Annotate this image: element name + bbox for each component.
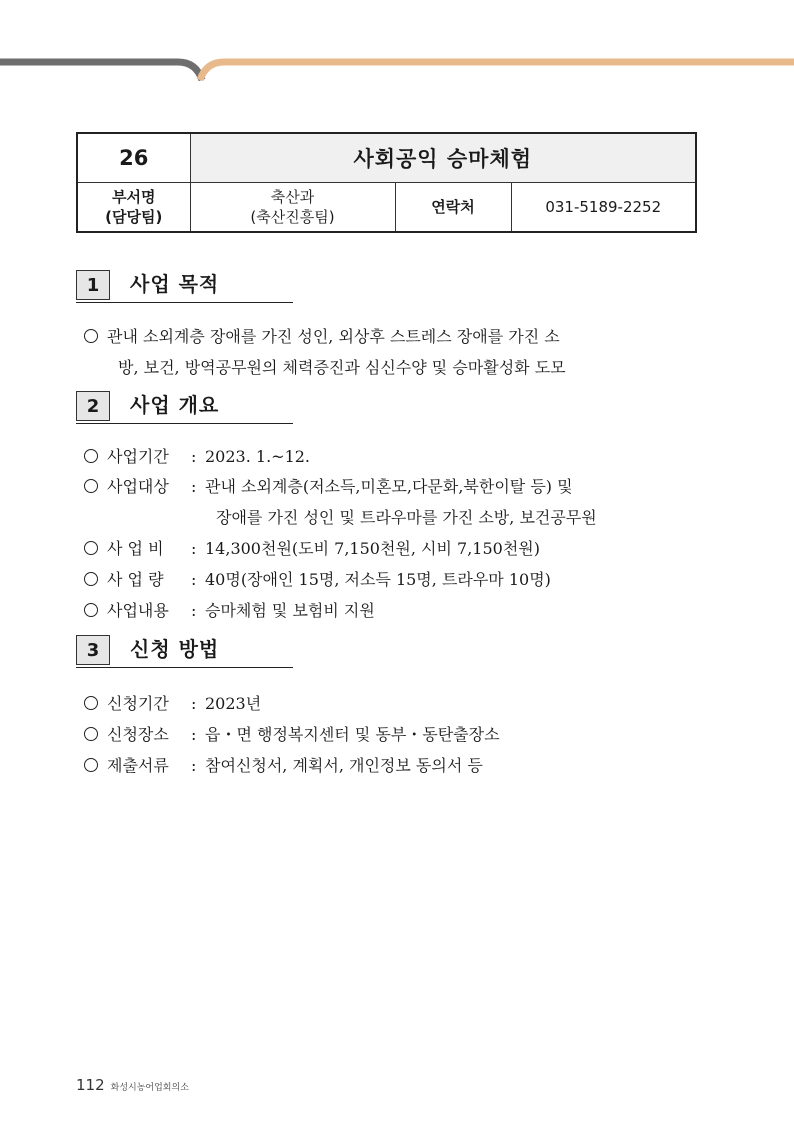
application-item-period: 신청기간 : 2023년 (84, 689, 704, 719)
circle-bullet-icon (84, 572, 98, 586)
circle-bullet-icon (84, 479, 98, 493)
program-info-table (76, 132, 697, 233)
application-item-documents: 제출서류 : 참여신청서, 계획서, 개인정보 동의서 등 (84, 751, 704, 781)
section-title: 신청 방법 (130, 637, 220, 661)
orange-tab-bar (200, 62, 794, 80)
gray-tab-bar (0, 62, 202, 80)
page-footer (76, 1076, 189, 1094)
program-number: 26 (77, 133, 190, 183)
circle-bullet-icon (84, 696, 98, 710)
section-heading-application (76, 635, 293, 668)
section-heading-purpose (76, 270, 293, 303)
section-title: 사업 목적 (130, 272, 220, 296)
section-heading-overview (76, 391, 293, 424)
dept-value: 축산과 (축산진흥팀) (190, 183, 395, 233)
contact-value: 031-5189-2252 (511, 183, 696, 233)
overview-item-content: 사업내용 : 승마체험 및 보험비 지원 (84, 596, 704, 626)
purpose-item-continuation: 방, 보건, 방역공무원의 체력증진과 심신수양 및 승마활성화 도모 (118, 358, 566, 377)
overview-item-target-continuation: 장애를 가진 성인 및 트라우마를 가진 소방, 보건공무원 (216, 508, 597, 527)
overview-item-target: 사업대상 : 관내 소외계층(저소득,미혼모,다문화,북한이탈 등) 및 (84, 472, 704, 502)
overview-item-period: 사업기간 : 2023. 1.~12. (84, 442, 704, 472)
overview-item-budget: 사 업 비 : 14,300천원(도비 7,150천원, 시비 7,150천원) (84, 534, 704, 564)
header-decoration (0, 0, 794, 90)
circle-bullet-icon (84, 758, 98, 772)
contact-label: 연락처 (395, 183, 511, 233)
purpose-item: 관내 소외계층 장애를 가진 성인, 외상후 스트레스 장애를 가진 소 (84, 322, 704, 352)
circle-bullet-icon (84, 603, 98, 617)
section-number: 1 (76, 270, 110, 300)
section-number: 2 (76, 391, 110, 421)
program-title: 사회공익 승마체험 (190, 133, 696, 183)
circle-bullet-icon (84, 449, 98, 463)
page-number: 112 (76, 1076, 105, 1094)
circle-bullet-icon (84, 727, 98, 741)
circle-bullet-icon (84, 541, 98, 555)
section-number: 3 (76, 635, 110, 665)
application-item-place: 신청장소 : 읍・면 행정복지센터 및 동부・동탄출장소 (84, 720, 704, 750)
footer-org: 화성시농어업회의소 (110, 1083, 189, 1093)
section-title: 사업 개요 (130, 393, 220, 417)
overview-item-quantity: 사 업 량 : 40명(장애인 15명, 저소득 15명, 트라우마 10명) (84, 565, 704, 595)
circle-bullet-icon (84, 329, 98, 343)
dept-label: 부서명 (담당팀) (77, 183, 190, 233)
